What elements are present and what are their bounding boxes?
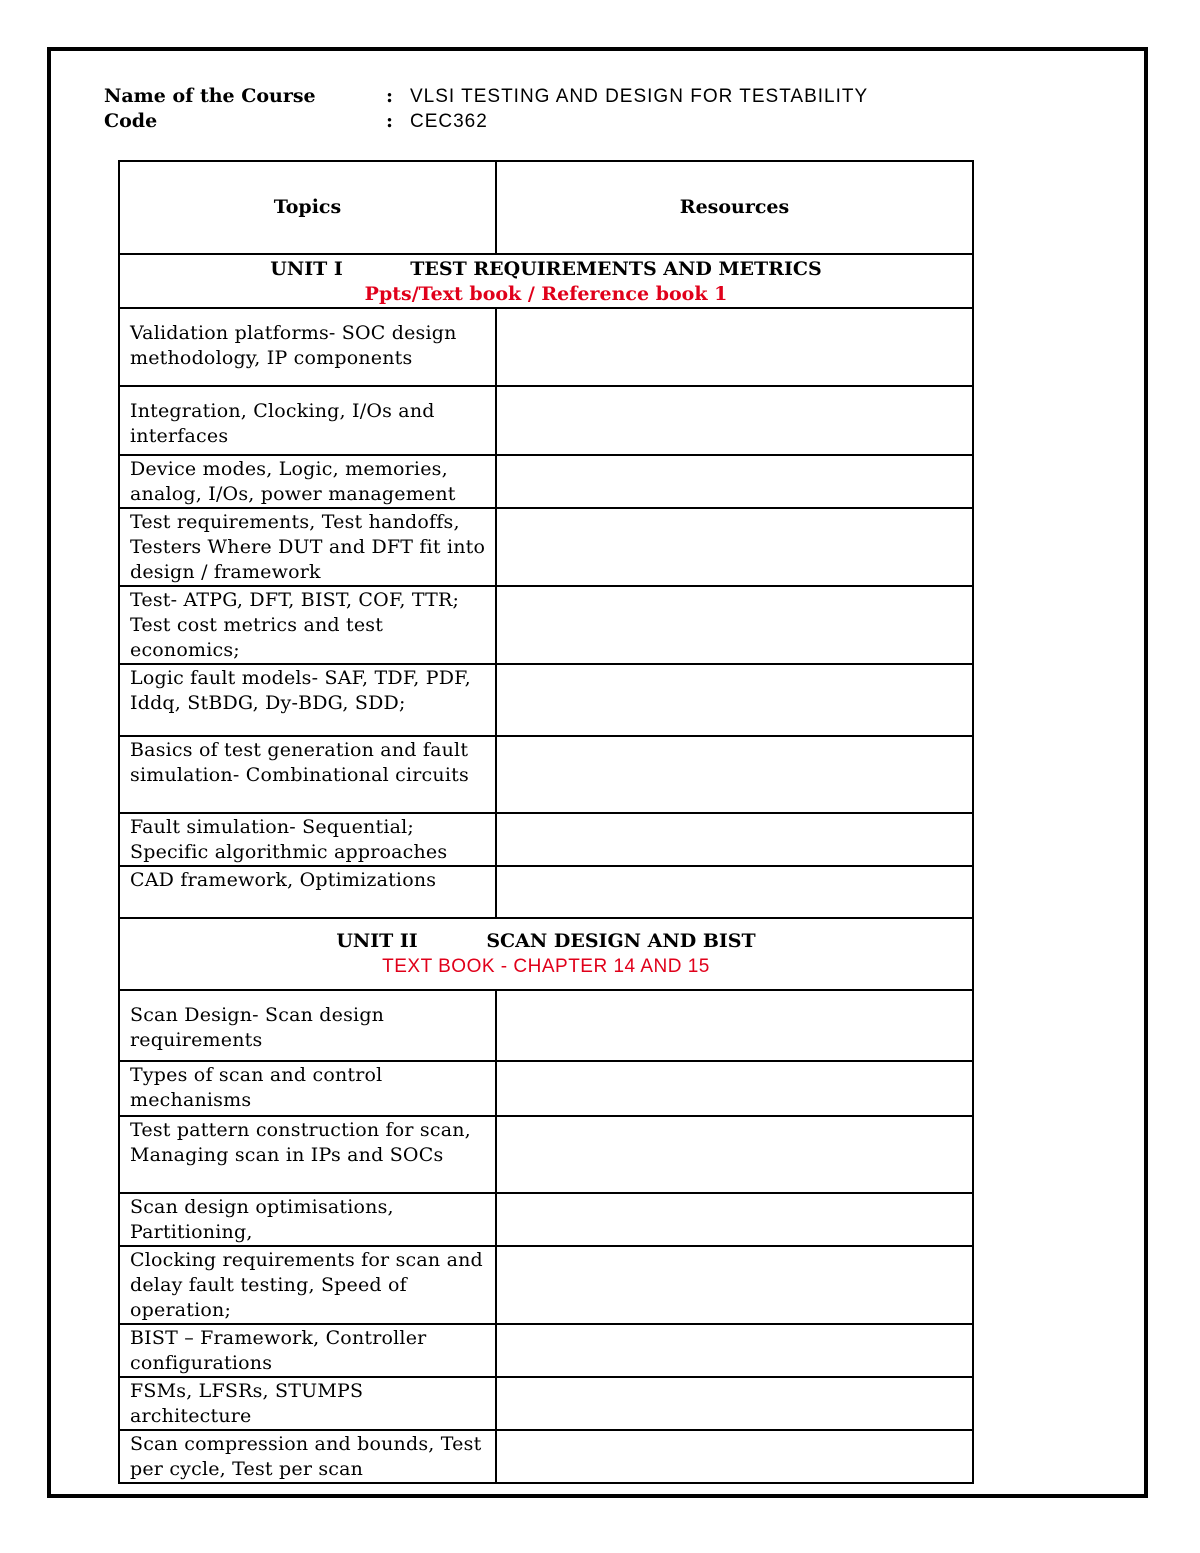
table-row: [119, 813, 973, 866]
topic-cell: Clocking requirements for scan and delay fault testing, Speed of operation;: [119, 1246, 496, 1324]
table-row: [119, 386, 973, 455]
course-code-row: [104, 109, 868, 134]
table-row: [119, 736, 973, 813]
unit-heading: [120, 929, 972, 954]
resource-cell: [496, 1324, 973, 1377]
topic-cell: Test requirements, Test handoffs, Testers Where DUT and DFT fit into design / framework: [119, 508, 496, 586]
course-info: [104, 84, 868, 134]
table-row: [119, 1246, 973, 1324]
resource-cell: [496, 586, 973, 664]
topic-cell: FSMs, LFSRs, STUMPS architecture: [119, 1377, 496, 1430]
resource-cell: [496, 455, 973, 508]
topic-cell: BIST – Framework, Controller configurations: [119, 1324, 496, 1377]
resource-cell: [496, 1246, 973, 1324]
resource-cell: [496, 866, 973, 918]
table-row: [119, 1193, 973, 1246]
resource-cell: [496, 1061, 973, 1116]
unit-header-row: [119, 254, 973, 308]
table-row: [119, 1324, 973, 1377]
course-code-label: Code: [104, 110, 158, 132]
course-name-row: [104, 84, 868, 109]
table-row: [119, 990, 973, 1061]
topic-cell: Integration, Clocking, I/Os and interfaces: [119, 386, 496, 455]
resource-cell: [496, 508, 973, 586]
topic-cell: Logic fault models- SAF, TDF, PDF, Iddq, StBDG, Dy-BDG, SDD;: [119, 664, 496, 736]
course-name-label: Name of the Course: [104, 85, 316, 107]
unit-header: [119, 918, 973, 990]
resource-cell: [496, 1430, 973, 1483]
resource-cell: [496, 1377, 973, 1430]
unit-title: TEST REQUIREMENTS AND METRICS: [410, 258, 822, 280]
table-header-row: [119, 161, 973, 254]
topic-cell: Device modes, Logic, memories, analog, I/Os, power management: [119, 455, 496, 508]
unit-heading: [120, 257, 972, 282]
separator: :: [386, 85, 394, 107]
unit-header-row: [119, 918, 973, 990]
unit-title: SCAN DESIGN AND BIST: [486, 930, 756, 952]
table-row: [119, 308, 973, 386]
topics-header: Topics: [119, 161, 496, 254]
resource-cell: [496, 664, 973, 736]
topic-cell: Scan Design- Scan design requirements: [119, 990, 496, 1061]
table-row: [119, 1116, 973, 1193]
topic-cell: Scan compression and bounds, Test per cycle, Test per scan: [119, 1430, 496, 1483]
resource-cell: [496, 386, 973, 455]
resource-cell: [496, 990, 973, 1061]
topic-cell: Fault simulation- Sequential; Specific algorithmic approaches: [119, 813, 496, 866]
resource-cell: [496, 308, 973, 386]
resource-cell: [496, 813, 973, 866]
syllabus-table: [118, 160, 974, 1484]
table-row: [119, 508, 973, 586]
topic-cell: Scan design optimisations, Partitioning,: [119, 1193, 496, 1246]
topic-cell: Validation platforms- SOC design methodology, IP components: [119, 308, 496, 386]
topic-cell: Basics of test generation and fault simulation- Combinational circuits: [119, 736, 496, 813]
table-row: [119, 1377, 973, 1430]
unit-resource-note: Ppts/Text book / Reference book 1: [364, 283, 728, 305]
topic-cell: Test pattern construction for scan, Managing scan in IPs and SOCs: [119, 1116, 496, 1193]
separator: :: [386, 110, 394, 132]
topic-cell: Types of scan and control mechanisms: [119, 1061, 496, 1116]
unit-resource-note: TEXT BOOK - CHAPTER 14 AND 15: [382, 956, 710, 977]
unit-number: UNIT I: [270, 258, 343, 280]
resource-cell: [496, 736, 973, 813]
resource-cell: [496, 1193, 973, 1246]
topic-cell: Test- ATPG, DFT, BIST, COF, TTR; Test cost metrics and test economics;: [119, 586, 496, 664]
unit-header: [119, 254, 973, 308]
resources-header: Resources: [496, 161, 973, 254]
table-row: [119, 664, 973, 736]
table-row: [119, 586, 973, 664]
resource-cell: [496, 1116, 973, 1193]
unit-number: UNIT II: [336, 930, 418, 952]
table-row: [119, 1430, 973, 1483]
course-code-value: CEC362: [410, 111, 488, 132]
table-row: [119, 455, 973, 508]
course-name-value: VLSI TESTING AND DESIGN FOR TESTABILITY: [410, 86, 869, 107]
table-row: [119, 1061, 973, 1116]
table-row: [119, 866, 973, 918]
topic-cell: CAD framework, Optimizations: [119, 866, 496, 918]
